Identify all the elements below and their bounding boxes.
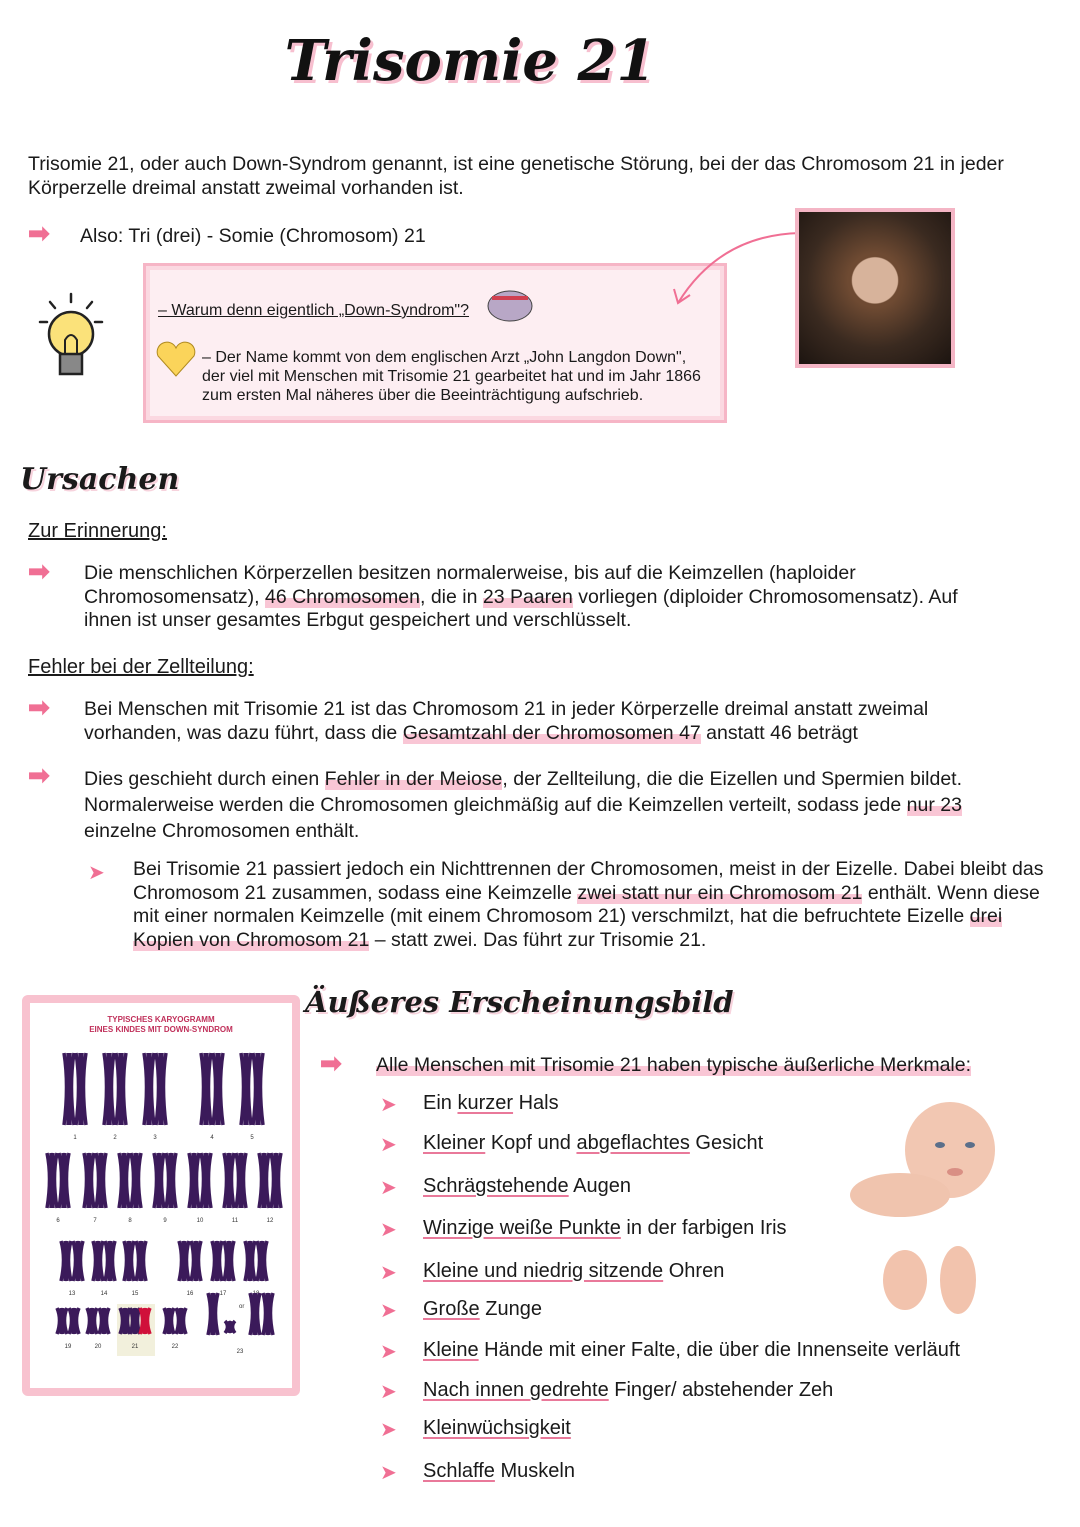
- chromosome: [224, 1153, 234, 1208]
- highlight: drei Kopien von Chromosom 21: [133, 905, 1003, 951]
- arrow-icon: ➡: [28, 760, 50, 790]
- list-item-text: Kleine und niedrig sitzende Ohren: [423, 1260, 725, 1282]
- info-question: – Warum denn eigentlich „Down-Syndrom"?: [158, 302, 469, 319]
- extra-chromosome-21: [140, 1308, 150, 1334]
- text: Bei Trisomie 21 passiert jedoch ein Nichttrennen der Chromosomen, meist in der Eizelle. Dabei bleibt das Chromosom 21 zusammen, sodass eine Keimzelle: [133, 858, 1044, 904]
- triangle-bullet-icon: ➤: [380, 1177, 397, 1199]
- chromosome: [201, 1153, 211, 1208]
- paragraph-nichttrennen: [133, 858, 1048, 952]
- highlight: nur 23: [906, 794, 962, 816]
- chromosome: [179, 1241, 189, 1281]
- lightbulb-icon: [38, 292, 108, 384]
- chromosome: [99, 1308, 109, 1334]
- chromosome: [87, 1308, 97, 1334]
- also-text: Also: Tri (drei) - Somie (Chromosom) 21: [80, 225, 426, 247]
- chromosome: [69, 1308, 79, 1334]
- section-heading-erscheinung: Äußeres Erscheinungsbild: [305, 985, 734, 1019]
- chromosome: [189, 1153, 199, 1208]
- underlined-keyword: abgeflachtes: [576, 1132, 690, 1154]
- chromosome: [76, 1053, 86, 1125]
- triangle-bullet-icon: ➤: [380, 1300, 397, 1322]
- karyogram-image: [22, 995, 300, 1396]
- karyogram-title-line: EINES KINDES MIT DOWN-SYNDROM: [89, 1025, 233, 1034]
- list-item-text: Kleine Hände mit einer Falte, die über die Innenseite verläuft: [423, 1339, 960, 1361]
- chromosome-label: 8: [128, 1218, 132, 1224]
- chromosome-label: 14: [100, 1291, 108, 1297]
- or-label: or: [239, 1304, 245, 1310]
- list-item-text: Nach innen gedrehte Finger/ abstehender Zeh: [423, 1379, 834, 1401]
- text: , die in: [419, 585, 483, 608]
- highlight: 23 Paaren: [482, 585, 573, 608]
- chromosome-label: 13: [68, 1291, 76, 1297]
- karyogram-title-line: TYPISCHES KARYOGRAMM: [107, 1015, 215, 1024]
- chromosome: [271, 1153, 281, 1208]
- highlight: zwei statt nur ein Chromosom 21: [577, 881, 863, 904]
- info-answer: – Der Name kommt von dem englischen Arzt „John Langdon Down", der viel mit Menschen mit Trisomie 21 gearbeitet hat und im Jahr 1866 zum ersten Mal näheres über die Beeinträchtigung aufschrieb.: [202, 349, 701, 404]
- triangle-bullet-icon: ➤: [380, 1341, 397, 1363]
- paragraph-gesamtzahl: [84, 698, 984, 745]
- chromosome-label: 5: [250, 1135, 254, 1141]
- triangle-bullet-icon: ➤: [88, 862, 105, 884]
- chromosome: [176, 1308, 186, 1334]
- chromosome-label: 2: [113, 1135, 117, 1141]
- highlight: Alle Menschen mit Trisomie 21 haben typische äußerliche Merkmale:: [376, 1054, 972, 1076]
- chromosome: [245, 1241, 255, 1281]
- chromosome: [64, 1053, 74, 1125]
- chromosome-x: [263, 1293, 273, 1335]
- list-item-text: Kleiner Kopf und abgeflachtes Gesicht: [423, 1132, 764, 1154]
- highlight: 46 Chromosomen: [264, 585, 420, 608]
- chromosome: [119, 1153, 129, 1208]
- chromosome-label: 15: [131, 1291, 139, 1297]
- chromosome: [130, 1308, 140, 1334]
- chromosome-label: 3: [153, 1135, 157, 1141]
- chromosome: [164, 1308, 174, 1334]
- underlined-keyword: Große: [423, 1298, 480, 1320]
- chromosome: [47, 1153, 57, 1208]
- chromosome: [57, 1308, 67, 1334]
- text: vorliegen (diploider Chromosomensatz). Auf ihnen ist unser gesamtes Erbgut gespeichert und verschlüsselt.: [84, 585, 958, 631]
- triangle-bullet-icon: ➤: [380, 1219, 397, 1241]
- chromosome: [116, 1053, 126, 1125]
- chromosome-y: [225, 1321, 235, 1333]
- chromosome: [104, 1053, 114, 1125]
- info-box: [143, 263, 727, 423]
- triangle-bullet-icon: ➤: [380, 1462, 397, 1484]
- highlight: Gesamtzahl der Chromosomen 47: [402, 721, 701, 744]
- brain-sticker-icon: [482, 284, 536, 326]
- chromosome: [93, 1241, 103, 1281]
- list-item-text: Schrägstehende Augen: [423, 1175, 631, 1197]
- underlined-keyword: Schrägstehende: [423, 1175, 569, 1197]
- text: – statt zwei. Das führt zur Trisomie 21.: [369, 928, 707, 951]
- paragraph-meiose: [84, 766, 1014, 844]
- chromosome-label: 12: [266, 1218, 274, 1224]
- arrow-icon: ➡: [28, 556, 50, 586]
- chromosome: [257, 1241, 267, 1281]
- chromosome: [259, 1153, 269, 1208]
- chromosome: [253, 1053, 263, 1125]
- chromosome-label: 1: [73, 1135, 77, 1141]
- text: anstatt 46 beträgt: [700, 721, 858, 744]
- text: Dies geschieht durch einen: [84, 768, 325, 790]
- intro-text: Trisomie 21, oder auch Down-Syndrom genannt, ist eine genetische Störung, bei der das Chromosom 21 in jeder Körperzelle dreimal anstatt zweimal vorhanden ist.: [28, 153, 1004, 199]
- karyogram-chart: [30, 1003, 292, 1388]
- chromosome: [236, 1153, 246, 1208]
- chromosome-label: 19: [64, 1344, 72, 1350]
- chromosome: [131, 1153, 141, 1208]
- underlined-keyword: Kleiner: [423, 1132, 486, 1154]
- arrow-icon: ➡: [320, 1048, 342, 1078]
- list-item-text: Schlaffe Muskeln: [423, 1460, 575, 1482]
- chromosome-x: [208, 1293, 218, 1335]
- chromosome: [73, 1241, 83, 1281]
- text: Bei Menschen mit Trisomie 21 ist das Chromosom 21 in jeder Körperzelle dreimal anstatt zweimal vorhanden, was dazu führt, dass die: [84, 698, 929, 744]
- list-item-text: Ein kurzer Hals: [423, 1092, 559, 1114]
- chromosome: [212, 1241, 222, 1281]
- subheading-zellteilung: Fehler bei der Zellteilung:: [28, 656, 254, 678]
- chromosome-label: 4: [210, 1135, 214, 1141]
- chromosome: [224, 1241, 234, 1281]
- chromosome-label: 16: [186, 1291, 194, 1297]
- list-item-text: Winzige weiße Punkte in der farbigen Iris: [423, 1217, 787, 1239]
- text: Die menschlichen Körperzellen besitzen normalerweise, bis auf die Keimzellen (haploider Chromosomensatz),: [84, 562, 856, 608]
- chromosome: [59, 1153, 69, 1208]
- triangle-bullet-icon: ➤: [380, 1262, 397, 1284]
- chromosome-label: 18: [252, 1291, 260, 1297]
- chromosome: [96, 1153, 106, 1208]
- chromosome-label: 21: [131, 1344, 139, 1350]
- underlined-keyword: Nach innen gedrehte: [423, 1379, 609, 1401]
- chromosome: [61, 1241, 71, 1281]
- baby-illustration: [850, 1100, 1000, 1320]
- chromosome-label: 17: [219, 1291, 227, 1297]
- chromosome: [156, 1053, 166, 1125]
- chromosome: [166, 1153, 176, 1208]
- portrait-john-langdon-down: [795, 208, 955, 368]
- triangle-bullet-icon: ➤: [380, 1134, 397, 1156]
- chromosome-label: 22: [171, 1344, 179, 1350]
- chromosome-label: 11: [231, 1218, 239, 1224]
- chromosome: [191, 1241, 201, 1281]
- page-title: Trisomie 21: [284, 28, 656, 94]
- paragraph-erinnerung: [84, 562, 1004, 633]
- chromosome: [124, 1241, 134, 1281]
- chromosome: [136, 1241, 146, 1281]
- chromosome: [154, 1153, 164, 1208]
- chromosome-label: 6: [56, 1218, 60, 1224]
- section-heading-ursachen: Ursachen: [20, 462, 180, 497]
- chromosome: [105, 1241, 115, 1281]
- chromosome-label: 10: [196, 1218, 204, 1224]
- subheading-erinnerung: Zur Erinnerung:: [28, 520, 167, 542]
- underlined-keyword: kurzer: [457, 1092, 514, 1114]
- pointer-arrow: [660, 225, 810, 315]
- list-item-text: [423, 1417, 571, 1440]
- chromosome-label: 9: [163, 1218, 167, 1224]
- chromosome: [120, 1308, 130, 1334]
- chromosome: [84, 1153, 94, 1208]
- highlight: Fehler in der Meiose: [324, 768, 503, 790]
- text: einzelne Chromosomen enthält.: [84, 820, 360, 842]
- text: , der Zellteilung, die die Eizellen und Spermien bildet. Normalerweise werden die Chromosomen gleichmäßig auf die Keimzellen verteilt, sodass jede: [84, 768, 963, 816]
- chromosome: [201, 1053, 211, 1125]
- chromosome: [241, 1053, 251, 1125]
- underlined-keyword: Kleine und niedrig sitzende: [423, 1260, 664, 1282]
- heart-sticker-icon: [154, 340, 198, 380]
- underlined-keyword: Winzige weiße Punkte: [423, 1217, 621, 1239]
- underlined-keyword: Schlaffe: [423, 1460, 495, 1482]
- chromosome: [213, 1053, 223, 1125]
- triangle-bullet-icon: ➤: [380, 1094, 397, 1116]
- chromosome-label: 7: [93, 1218, 97, 1224]
- chromosome-label: 23: [236, 1349, 244, 1355]
- chromosome: [144, 1053, 154, 1125]
- underlined-keyword: Kleinwüchsigkeit: [423, 1417, 571, 1439]
- triangle-bullet-icon: ➤: [380, 1381, 397, 1403]
- chromosome-label: 20: [94, 1344, 102, 1350]
- triangle-bullet-icon: ➤: [380, 1419, 397, 1441]
- lead-text: [376, 1054, 971, 1078]
- arrow-icon: ➡: [28, 692, 50, 722]
- list-item-text: Große Zunge: [423, 1298, 542, 1320]
- text: enthält. Wenn diese mit einer normalen Keimzelle (mit einem Chromosom 21) verschmilzt, hat die befruchtete Eizelle: [133, 881, 1040, 927]
- underlined-keyword: Kleine: [423, 1339, 479, 1361]
- chromosome-x: [250, 1293, 260, 1335]
- arrow-icon: ➡: [28, 218, 50, 248]
